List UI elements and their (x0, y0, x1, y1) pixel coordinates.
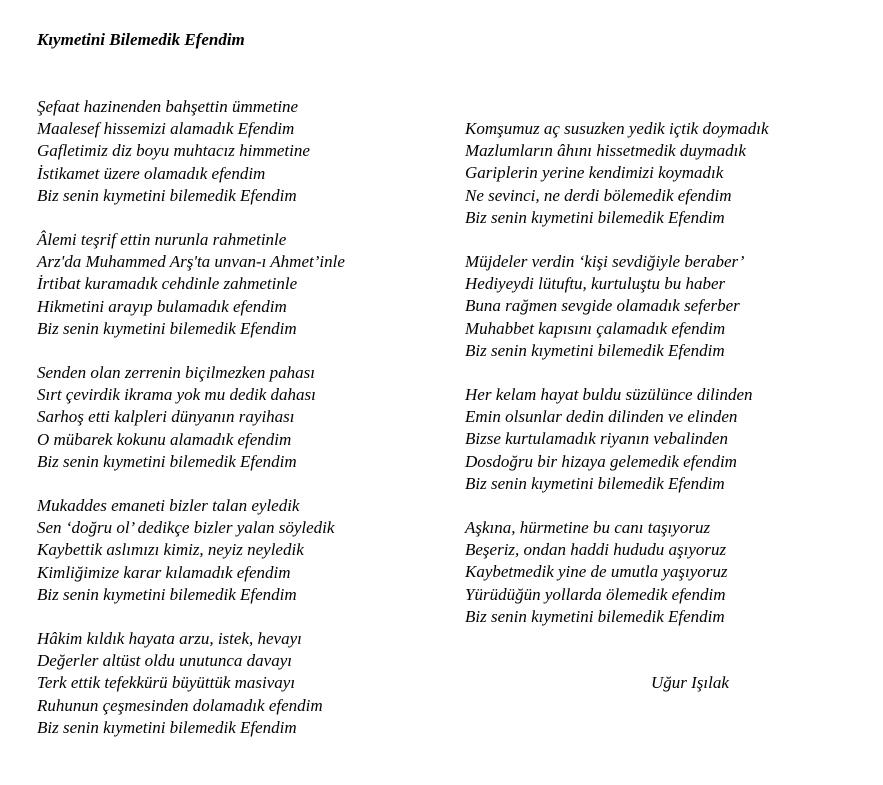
poem-line: Biz senin kıymetini bilemedik Efendim (465, 473, 725, 493)
poem-title: Kıymetini Bilemedik Efendim (37, 30, 245, 49)
poem-line: Biz senin kıymetini bilemedik Efendim (465, 606, 725, 626)
stanza (37, 229, 457, 340)
poem-line: Değerler altüst oldu unutunca davayı (37, 651, 292, 671)
poem-line: Biz senin kıymetini bilemedik Efendim (37, 717, 297, 737)
poem-line: Beşeriz, ondan haddi hududu aşıyoruz (465, 540, 727, 560)
poem-line: Senden olan zerrenin biçilmezken pahası (37, 363, 315, 383)
poem-line: Hâkim kıldık hayata arzu, istek, hevayı (37, 629, 302, 649)
stanza (465, 118, 883, 229)
poem-line: Sarhoş etti kalpleri dünyanın rayihası (37, 407, 295, 427)
poem-line: Âlemi teşrif ettin nurunla rahmetinle (37, 230, 287, 250)
poem-line: Kaybetmedik yine de umutla yaşıyoruz (465, 562, 728, 582)
poem-line: Kimliğimize karar kılamadık efendim (37, 562, 291, 582)
poem-line: Sırt çevirdik ikrama yok mu dedik dahası (37, 385, 316, 405)
right-column (465, 118, 883, 650)
stanza (465, 251, 883, 362)
poem-line: Ne sevinci, ne derdi bölemedik efendim (465, 185, 732, 205)
stanza (465, 517, 883, 628)
poem-line: Emin olsunlar dedin dilinden ve elinden (465, 407, 738, 427)
poem-line: Bizse kurtulamadık riyanın vebalinden (465, 429, 728, 449)
stanza (465, 384, 883, 495)
poem-line: Aşkına, hürmetine bu canı taşıyoruz (465, 518, 711, 538)
poem-line: Buna rağmen sevgide olamadık seferber (465, 296, 740, 316)
stanza (37, 362, 457, 473)
poem-line: Biz senin kıymetini bilemedik Efendim (465, 340, 725, 360)
stanza (37, 628, 457, 739)
poem-line: Gariplerin yerine kendimizi koymadık (465, 163, 724, 183)
poem-line: Kaybettik aslımızı kimiz, neyiz neyledik (37, 540, 304, 560)
poem-line: Sen ‘doğru ol’ dedikçe bizler yalan söyledik (37, 518, 335, 538)
stanza (37, 495, 457, 606)
poem-line: Mazlumların âhını hissetmedik duymadık (465, 141, 746, 161)
poem-line: Yürüdüğün yollarda ölemedik efendim (465, 584, 726, 604)
poem-line: Biz senin kıymetini bilemedik Efendim (37, 318, 297, 338)
author-name: Uğur Işılak (651, 673, 729, 692)
poem-line: Dosdoğru bir hizaya gelemedik efendim (465, 451, 737, 471)
poem-line: Müjdeler verdin ‘kişi sevdiğiyle beraber’ (465, 252, 745, 272)
poem-line: Terk ettik tefekkürü büyüttük masivayı (37, 673, 296, 693)
poem-line: Her kelam hayat buldu süzülünce dilinden (465, 385, 753, 405)
poem-line: Biz senin kıymetini bilemedik Efendim (37, 185, 297, 205)
poem-line: Biz senin kıymetini bilemedik Efendim (37, 451, 297, 471)
poem-line: İrtibat kuramadık cehdinle zahmetinle (37, 274, 298, 294)
poem-line: Komşumuz aç susuzken yedik içtik doymadık (465, 119, 769, 138)
poem-line: Biz senin kıymetini bilemedik Efendim (37, 584, 297, 604)
poem-line: Hikmetini arayıp bulamadık efendim (37, 296, 287, 316)
poem-line: İstikamet üzere olamadık efendim (37, 163, 266, 183)
poem-line: Şefaat hazinenden bahşettin ümmetine (37, 97, 299, 116)
poem-line: Maalesef hissemizi alamadık Efendim (37, 119, 295, 139)
poem-line: Mukaddes emaneti bizler talan eyledik (37, 496, 300, 516)
poem-line: Biz senin kıymetini bilemedik Efendim (465, 207, 725, 227)
poem-line: Ruhunun çeşmesinden dolamadık efendim (37, 695, 323, 715)
poem-line: Hediyeydi lütuftu, kurtuluştu bu haber (465, 274, 726, 294)
poem-line: Muhabbet kapısını çalamadık efendim (465, 318, 726, 338)
left-column (37, 96, 457, 761)
poem-line: Arz'da Muhammed Arş'ta unvan-ı Ahmet’inle (37, 252, 345, 272)
poem-line: Gafletimiz diz boyu muhtacız himmetine (37, 141, 310, 161)
stanza (37, 96, 457, 207)
poem-line: O mübarek kokunu alamadık efendim (37, 429, 292, 449)
